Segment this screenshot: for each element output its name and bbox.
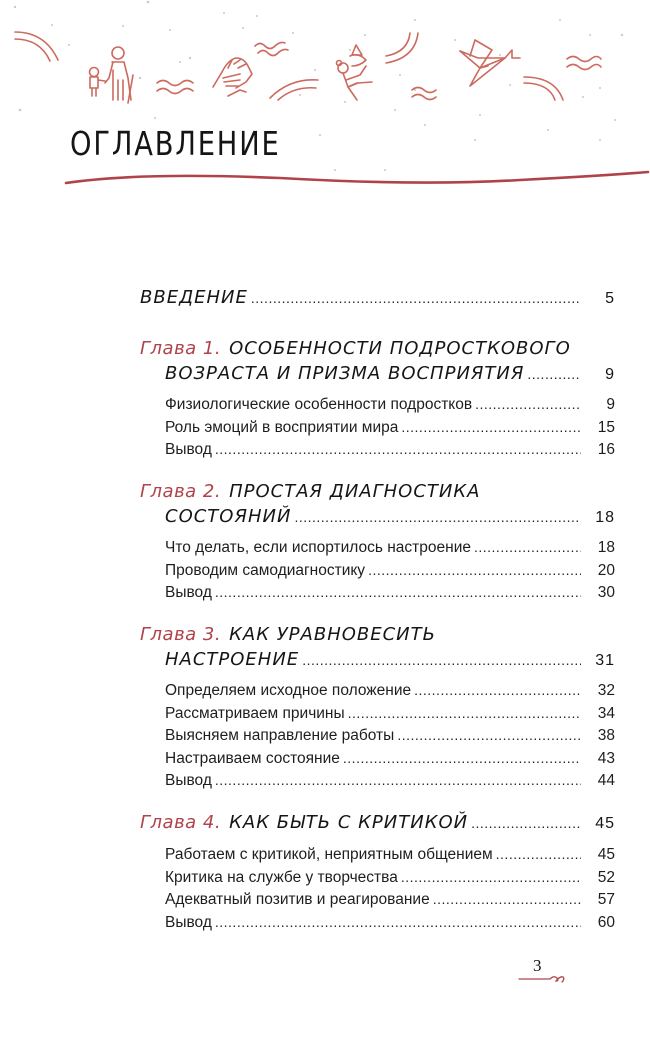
dot-leader xyxy=(215,772,581,788)
page-number-swash-icon xyxy=(518,972,568,984)
dot-leader xyxy=(215,914,581,930)
toc-page-number: 45 xyxy=(595,815,615,832)
toc-page-number: 18 xyxy=(597,539,615,556)
toc-chapter-4-heading[interactable] xyxy=(140,812,615,833)
toc-page-number: 16 xyxy=(597,441,615,458)
section-title: Физиологические особенности подростков xyxy=(165,396,473,413)
toc-section[interactable] xyxy=(165,584,615,602)
dot-leader xyxy=(368,562,581,578)
toc-entry-intro[interactable] xyxy=(140,287,615,308)
chapter-title-line: КАК УРАВНОВЕСИТЬ xyxy=(229,624,436,645)
dot-leader xyxy=(475,396,581,412)
toc-page-number: 15 xyxy=(597,419,615,436)
toc-page-number: 34 xyxy=(597,705,615,722)
toc-page-number: 20 xyxy=(597,562,615,579)
toc-section[interactable] xyxy=(165,705,615,723)
grandparent-with-child-icon xyxy=(90,47,134,103)
toc-section[interactable] xyxy=(165,419,615,437)
toc-page-number: 43 xyxy=(597,750,615,767)
wave-icon xyxy=(255,42,288,55)
toc-chapter-2-heading-cont[interactable] xyxy=(165,506,615,527)
toc-section[interactable] xyxy=(165,869,615,887)
toc-chapter-1-heading-cont[interactable] xyxy=(165,363,615,384)
chapter-number: Глава 1. xyxy=(140,338,222,359)
chapter-title-line: ПРОСТАЯ ДИАГНОСТИКА xyxy=(229,481,481,502)
section-title: Определяем исходное положение xyxy=(165,682,412,699)
toc-section[interactable] xyxy=(165,396,615,414)
toc-section[interactable] xyxy=(165,750,615,768)
section-title: Выясняем направление работы xyxy=(165,727,395,744)
section-title: Работаем с критикой, неприятным общением xyxy=(165,846,493,863)
wave-icon xyxy=(157,81,193,94)
toc-page-number: 44 xyxy=(597,772,615,789)
section-title: Критика на службе у творчества xyxy=(165,869,398,886)
toc-section[interactable] xyxy=(165,772,615,790)
rainbow-arc-icon xyxy=(15,32,58,61)
toc-page-number: 45 xyxy=(597,846,615,863)
section-title: Адекватный позитив и реагирование xyxy=(165,891,430,908)
section-title: Вывод xyxy=(165,584,212,601)
toc-page-number: 57 xyxy=(597,891,615,908)
toc-section[interactable] xyxy=(165,562,615,580)
page-number: 3 xyxy=(533,956,542,975)
toc-page-number: 31 xyxy=(595,652,615,669)
toc-page-number: 9 xyxy=(606,396,615,413)
chapter-title-line: СОСТОЯНИЙ xyxy=(165,506,292,527)
chapter-number: Глава 4. xyxy=(140,812,222,833)
dot-leader xyxy=(496,846,581,862)
toc-page-number: 9 xyxy=(605,366,615,383)
chapter-number: Глава 3. xyxy=(140,624,222,645)
dot-leader xyxy=(215,584,581,600)
toc-section[interactable] xyxy=(165,914,615,932)
dot-leader xyxy=(474,539,581,555)
chapter-title-line: НАСТРОЕНИЕ xyxy=(165,649,300,670)
header-decoration xyxy=(0,0,650,200)
chapter-number: Глава 2. xyxy=(140,481,222,502)
dot-leader xyxy=(471,815,581,831)
toc-entry-label: ВВЕДЕНИЕ xyxy=(140,287,248,308)
toc-section[interactable] xyxy=(165,539,615,557)
toc-page-number: 60 xyxy=(597,914,615,931)
toc-chapter-3-heading[interactable] xyxy=(140,624,615,645)
section-title: Вывод xyxy=(165,441,212,458)
dot-leader xyxy=(215,441,581,457)
page-title: ОГЛАВЛЕНИЕ xyxy=(70,124,281,163)
section-title: Вывод xyxy=(165,914,212,931)
toc-page-number: 32 xyxy=(597,682,615,699)
dot-leader xyxy=(527,366,581,382)
toc-section[interactable] xyxy=(165,891,615,909)
toc-page-number: 5 xyxy=(605,290,615,307)
toc-page-number: 52 xyxy=(597,869,615,886)
dot-leader xyxy=(302,652,581,668)
section-title: Вывод xyxy=(165,772,212,789)
origami-bird-icon xyxy=(460,40,520,86)
section-title: Рассматриваем причины xyxy=(165,705,345,722)
dot-leader xyxy=(294,509,581,525)
rainbow-arc-icon xyxy=(386,33,418,63)
toc-chapter-1-heading[interactable] xyxy=(140,338,615,359)
dot-leader xyxy=(397,727,581,743)
toc-chapter-3-heading-cont[interactable] xyxy=(165,649,615,670)
rainbow-arc-icon xyxy=(524,77,563,100)
toc-section[interactable] xyxy=(165,846,615,864)
toc-section[interactable] xyxy=(165,682,615,700)
chapter-title-line: КАК БЫТЬ С КРИТИКОЙ xyxy=(229,812,469,833)
rainbow-arc-icon xyxy=(270,80,318,100)
toc-page-number: 38 xyxy=(597,727,615,744)
toc-page-number: 18 xyxy=(595,509,615,526)
wave-icon xyxy=(567,57,601,70)
section-title: Настраиваем состояние xyxy=(165,750,340,767)
toc-chapter-2-heading[interactable] xyxy=(140,481,615,502)
dot-leader xyxy=(348,705,581,721)
toc-page-number: 30 xyxy=(597,584,615,601)
chapter-title-line: ОСОБЕННОСТИ ПОДРОСТКОВОГО xyxy=(229,338,571,359)
child-with-toy-icon xyxy=(337,45,373,100)
section-title: Роль эмоций в восприятии мира xyxy=(165,419,399,436)
holding-hands-icon xyxy=(213,58,252,96)
toc-section[interactable] xyxy=(165,441,615,459)
title-underline xyxy=(66,172,648,183)
chapter-title-line: ВОЗРАСТА И ПРИЗМА ВОСПРИЯТИЯ xyxy=(165,363,525,384)
toc-section[interactable] xyxy=(165,727,615,745)
dot-leader xyxy=(401,419,581,435)
dot-leader xyxy=(433,891,581,907)
section-title: Проводим самодиагностику xyxy=(165,562,366,579)
section-title: Что делать, если испортилось настроение xyxy=(165,539,471,556)
dot-leader xyxy=(343,750,581,766)
dot-leader xyxy=(251,290,581,306)
dot-leader xyxy=(401,869,581,885)
dot-leader xyxy=(414,682,581,698)
